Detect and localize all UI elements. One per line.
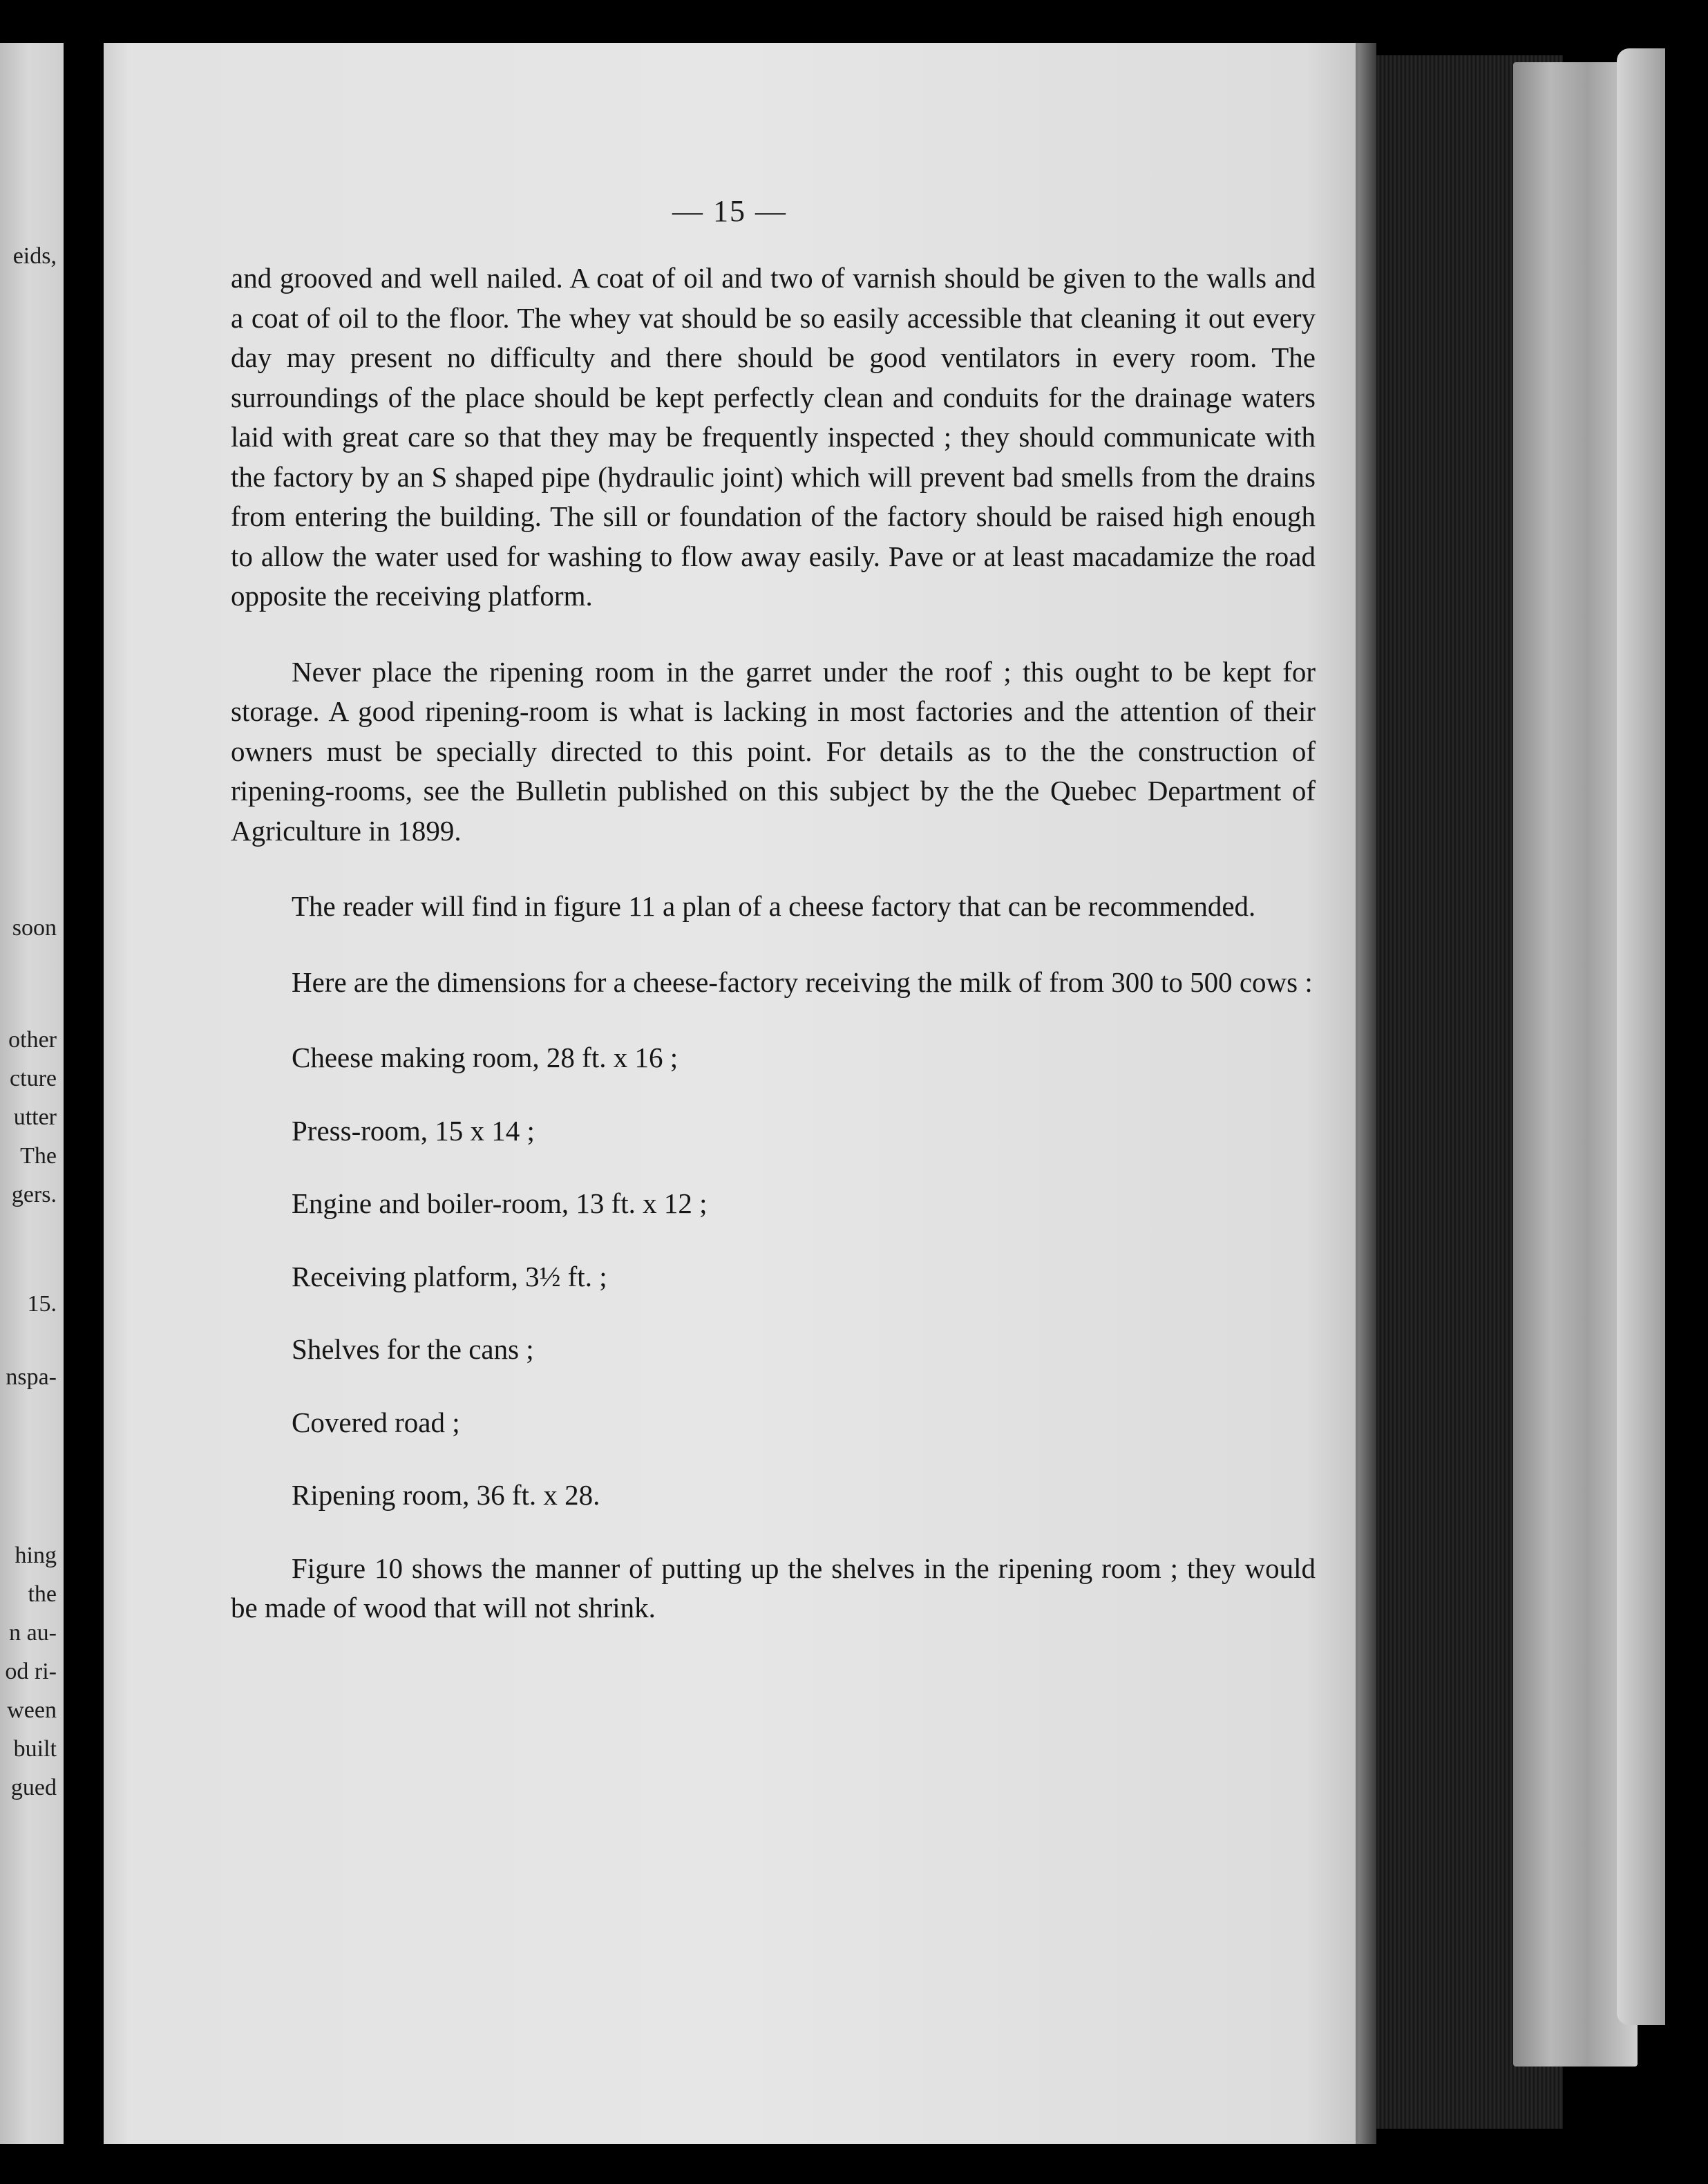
dimension-item: Shelves for the cans ; <box>292 1333 534 1365</box>
prev-page-fragment: utter <box>13 1104 57 1130</box>
prev-page-fragment: hing <box>15 1543 57 1568</box>
page-gutter-shadow <box>1356 43 1376 2144</box>
prev-page-fragment: n au- <box>9 1620 57 1646</box>
prev-page-fragment: od ri- <box>5 1659 57 1684</box>
prev-page-fragment: eids, <box>12 243 57 269</box>
dimension-item: Receiving platform, 3½ ft. ; <box>292 1260 607 1292</box>
dimension-item: Cheese making room, 28 ft. x 16 ; <box>292 1042 679 1073</box>
closing-paragraph: Figure 10 shows the manner of putting up the shelves in the ripening room ; they would be made of wood that will not shrink. <box>231 1552 1316 1623</box>
prev-page-fragment: other <box>8 1027 57 1053</box>
page-number: — 15 — <box>672 194 787 228</box>
dimension-item: Covered road ; <box>292 1406 460 1438</box>
prev-page-fragment: The <box>20 1143 57 1169</box>
prev-page-fragment: nspa- <box>6 1364 57 1390</box>
prev-page-fragment: cture <box>10 1066 57 1091</box>
prev-page-fragment: soon <box>12 915 57 941</box>
body-text <box>231 258 1316 1628</box>
dimension-item: Press-room, 15 x 14 ; <box>292 1114 535 1147</box>
prev-page-fragment: ween <box>7 1697 57 1723</box>
prev-page-fragment: gers. <box>11 1182 57 1207</box>
previous-page-edge <box>0 43 64 2144</box>
prev-page-fragment: 15. <box>27 1291 57 1317</box>
dimension-item: Ripening room, 36 ft. x 28. <box>292 1479 600 1511</box>
paragraph: Never place the ripening room in the garret under the roof ; this ought to be kept for storage. A good ripening-room is what is lacking in most factories and the attention of their owners must be specially directed to this point. For details as to the the construction of ripening-rooms, see the Bulletin published on this subject by the the Quebec Department of Agriculture in 1899. <box>231 655 1316 847</box>
paragraph: The reader will find in figure 11 a plan of a cheese factory that can be recommended. <box>292 890 1256 922</box>
prev-page-fragment: built <box>13 1736 57 1762</box>
dimension-item: Engine and boiler-room, 13 ft. x 12 ; <box>292 1187 708 1219</box>
prev-page-fragment: gued <box>10 1775 57 1800</box>
page-stack-edge <box>1617 48 1665 2025</box>
prev-page-fragment: the <box>28 1581 57 1607</box>
paragraph: and grooved and well nailed. A coat of oil and two of varnish should be given to the walls and a coat of oil to the floor. The whey vat should be so easily accessible that cleaning it out every day may present no difficulty and there should be good ventilators in every room. The surroundings of the place should be kept perfectly clean and conduits for the drainage waters laid with great care so that they may be frequently inspected ; they should communicate with the factory by an S shaped pipe (hydraulic joint) which will prevent bad smells from the drains from entering the building. The sill or foundation of the factory should be raised high enough to allow the water used for washing to flow away easily. Pave or at least macadamize the road opposite the receiving platform. <box>231 262 1316 612</box>
paragraph: Here are the dimensions for a cheese-factory receiving the milk of from 300 to 500 cows : <box>292 966 1313 998</box>
document-page <box>104 43 1356 2144</box>
